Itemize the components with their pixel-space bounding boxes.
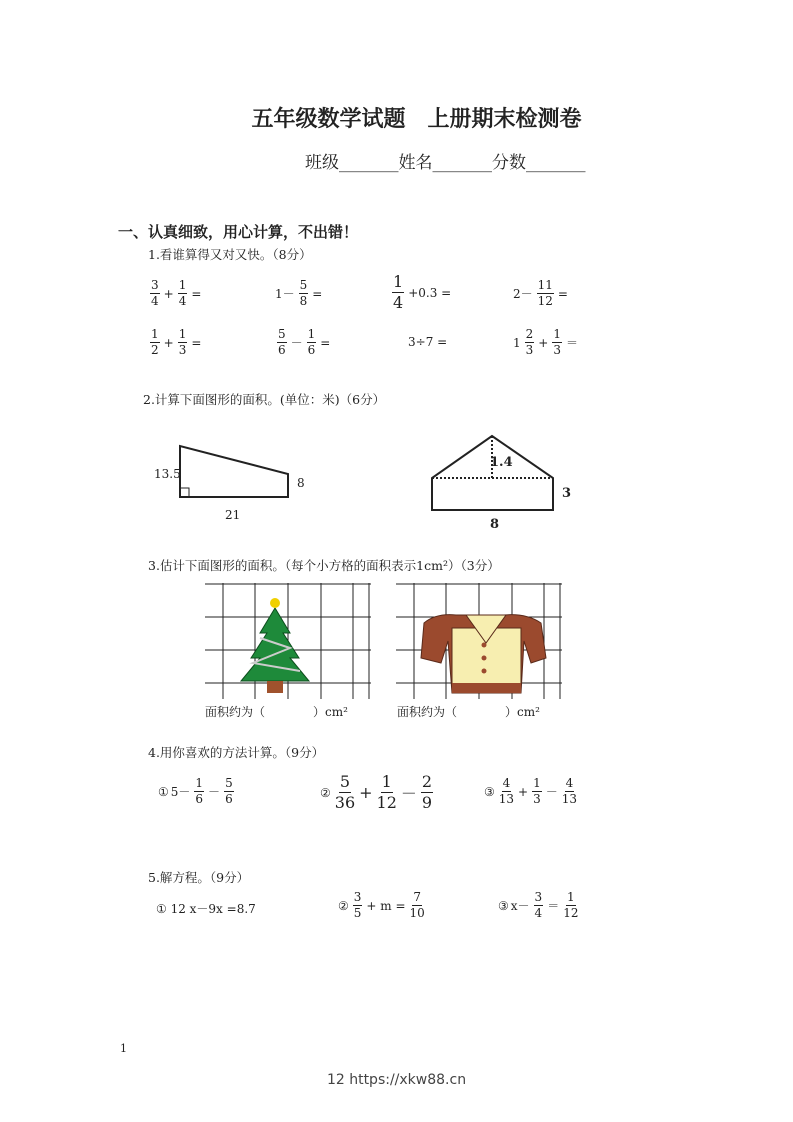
q4-exercise-1 <box>158 776 236 807</box>
fraction: $\frac{1}{6}$ <box>307 327 316 357</box>
q1-exercise <box>408 335 447 349</box>
q4-exercise-2 <box>320 772 435 813</box>
operator: － <box>545 785 558 799</box>
fraction: $\frac{1}{4}$ <box>393 272 404 312</box>
question-1-label: 1.看谁算得又对又快。（8分） <box>148 247 312 262</box>
q4-exercise-3 <box>484 776 579 807</box>
fraction: $\frac{3}{4}$ <box>534 890 543 920</box>
fraction: $\frac{3}{5}$ <box>353 890 362 920</box>
marker: ① <box>158 784 169 799</box>
q5-equation-2 <box>338 890 427 921</box>
marker: ② <box>320 785 331 800</box>
term: 5－ <box>170 785 191 799</box>
q1-exercise <box>390 272 451 313</box>
operator: + <box>518 784 529 799</box>
question-4-label: 4.用你喜欢的方法计算。（9分） <box>148 745 325 760</box>
operator: + <box>163 335 174 350</box>
jacket-icon <box>421 615 546 693</box>
fraction: $\frac{5}{36}$ <box>334 772 356 812</box>
term: = <box>191 286 202 301</box>
footer-watermark: 12 https://xkw88.cn <box>326 1072 467 1088</box>
fraction: $\frac{1}{3}$ <box>533 776 541 806</box>
term: 1－ <box>275 287 295 301</box>
fraction: $\frac{4}{13}$ <box>561 776 578 806</box>
fraction: $\frac{5}{8}$ <box>299 278 308 308</box>
operator: － <box>290 336 303 350</box>
section-heading: 一、认真细致，用心计算，不出错！ <box>118 223 359 241</box>
fraction: $\frac{1}{4}$ <box>178 278 187 308</box>
q1-exercise <box>148 278 201 309</box>
pentagon-side-label: 3 <box>562 486 572 501</box>
term: = <box>320 335 331 350</box>
operator: ＝ <box>547 899 560 913</box>
term: 2－ <box>513 287 533 301</box>
operator: － <box>400 784 417 803</box>
q1-exercise <box>275 327 330 358</box>
trapezoid-left-label: 13.5 <box>154 467 181 481</box>
fraction: $\frac{1}{3}$ <box>178 327 187 357</box>
marker: ③ <box>498 898 509 913</box>
fraction: $\frac{7}{10}$ <box>409 890 425 920</box>
operator: + <box>163 286 174 301</box>
christmas-tree-icon <box>241 598 309 693</box>
fraction: $\frac{11}{12}$ <box>537 278 553 308</box>
term: ＝ <box>565 336 578 350</box>
page-title: 五年级数学试题 上册期末检测卷 <box>251 107 582 132</box>
question-5-label: 5.解方程。（9分） <box>148 870 250 885</box>
fraction: $\frac{4}{13}$ <box>498 776 515 806</box>
pentagon-bottom-label: 8 <box>490 517 500 532</box>
fraction: $\frac{2}{9}$ <box>421 772 433 812</box>
trapezoid-right-label: 8 <box>297 476 305 490</box>
term: 3÷7 = <box>408 335 448 349</box>
term: +0.3 = <box>408 285 452 300</box>
fraction: $\frac{5}{6}$ <box>225 776 233 806</box>
fraction: $\frac{1}{2}$ <box>151 327 159 357</box>
term: = <box>557 286 568 301</box>
q1-exercise <box>513 278 568 309</box>
fraction: $\frac{5}{6}$ <box>278 327 286 357</box>
fraction: $\frac{1}{3}$ <box>553 327 561 357</box>
term: x－ <box>510 899 530 913</box>
question-2-label: 2.计算下面图形的面积。(单位：米)（6分） <box>143 392 386 407</box>
question-3-label: 3.估计下面图形的面积。（每个小方格的面积表示1cm²）（3分） <box>148 558 500 573</box>
trapezoid-bottom-label: 21 <box>225 508 241 522</box>
fraction: $\frac{1}{6}$ <box>195 776 204 806</box>
pentagon-figure <box>425 430 560 515</box>
jacket-area-answer[interactable]: 面积约为（ ）cm² <box>397 705 540 719</box>
term: + m = <box>366 898 406 913</box>
page-number: 1 <box>120 1042 127 1055</box>
tree-grid-figure <box>205 583 371 699</box>
q1-exercise <box>275 278 322 309</box>
pentagon-height-label: 1.4 <box>490 455 513 470</box>
operator: + <box>359 783 373 802</box>
jacket-grid-figure <box>396 583 562 699</box>
marker: ② <box>338 898 349 913</box>
q1-exercise <box>513 327 578 358</box>
operator: + <box>538 335 549 350</box>
trapezoid-figure <box>170 440 310 500</box>
marker: ③ <box>484 784 495 799</box>
operator: － <box>208 785 221 799</box>
tree-area-answer[interactable]: 面积约为（ ）cm² <box>205 705 348 719</box>
term: = <box>191 335 202 350</box>
q1-exercise <box>148 327 201 358</box>
student-info-line: 班级_______姓名_______分数_______ <box>305 153 586 173</box>
q5-equation-3 <box>498 890 580 921</box>
fraction: $\frac{1}{12}$ <box>563 890 579 920</box>
term: 1 <box>513 335 521 350</box>
fraction: $\frac{2}{3}$ <box>525 327 534 357</box>
fraction: $\frac{1}{12}$ <box>376 772 397 812</box>
q5-equation-1: ① 12 x－9x =8.7 <box>156 902 256 916</box>
term: = <box>312 286 323 301</box>
fraction: $\frac{3}{4}$ <box>151 278 159 308</box>
